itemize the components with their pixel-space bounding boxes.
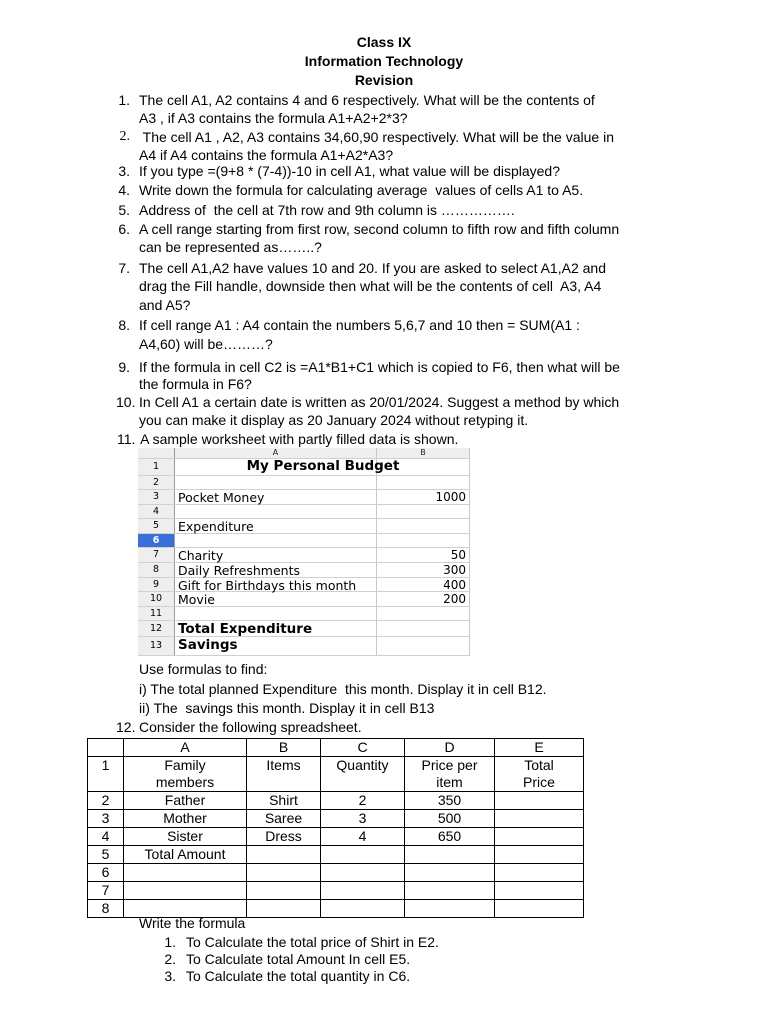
table-cell [495, 846, 584, 864]
row-number: 4 [152, 506, 160, 517]
table-cell [321, 846, 405, 864]
table-row [88, 864, 584, 882]
question-text: you can make it display as 20 January 2024 without retyping it. [139, 412, 529, 428]
cell-a7: Charity [178, 548, 224, 563]
table-cell: 2 [88, 792, 124, 810]
table-cell [247, 846, 321, 864]
row-number: 1 [152, 461, 160, 472]
q11-part-ii: ii) The savings this month. Display it in cell B13 [139, 700, 435, 716]
task-text: To Calculate total Amount In cell E5. [186, 951, 411, 967]
column-header-a: A [272, 448, 279, 457]
question-number: 4. [118, 182, 130, 198]
question-text: A sample worksheet with partly filled data is shown. [137, 431, 459, 447]
worksheet-title: My Personal Budget [246, 458, 400, 474]
header-cell: A [124, 739, 247, 757]
row-number-selected: 6 [152, 535, 160, 546]
question-number: 5. [118, 202, 130, 218]
table-cell: 2 [321, 792, 405, 810]
table-cell [321, 864, 405, 882]
subject-heading: Information Technology [304, 53, 464, 69]
question-text: drag the Fill handle, downside then what will be the contents of cell A3, A4 [139, 278, 602, 294]
table-cell: 4 [321, 828, 405, 846]
row-number: 5 [152, 520, 160, 531]
question-text: In Cell A1 a certain date is written as 20/01/2024. Suggest a method by which [139, 394, 620, 410]
table-cell: 500 [405, 810, 495, 828]
row-number: 8 [152, 564, 160, 575]
cell-a10: Movie [178, 592, 215, 607]
row-number: 12 [149, 623, 163, 634]
table-cell [405, 864, 495, 882]
question-text: Write down the formula for calculating average values of cells A1 to A5. [139, 182, 584, 198]
row-number: 10 [149, 593, 163, 604]
question-number: 7. [118, 260, 130, 276]
header-cell: D [405, 739, 495, 757]
task-text: To Calculate the total quantity in C6. [186, 968, 411, 984]
cell-b7: 50 [450, 548, 466, 562]
table-cell: Shirt [247, 792, 321, 810]
table-cell: Items [247, 757, 321, 792]
question-text: and A5? [139, 297, 191, 313]
question-text: can be represented as……..? [139, 239, 322, 255]
table-cell [321, 882, 405, 900]
table-row [88, 757, 584, 792]
table-cell [321, 900, 405, 918]
row-number: 9 [152, 579, 160, 590]
table-cell: Sister [124, 828, 247, 846]
q11-intro: Use formulas to find: [139, 661, 268, 677]
column-header-b: B [420, 448, 426, 457]
question-number: 9. [118, 359, 130, 375]
question-text: A cell range starting from first row, second column to fifth row and fifth column [139, 221, 620, 237]
table-header-row [88, 739, 584, 757]
question-text: A3 , if A3 contains the formula A1+A2+2*3? [139, 110, 408, 126]
header-cell: C [321, 739, 405, 757]
row-number: 13 [149, 640, 163, 651]
table-cell [405, 846, 495, 864]
table-cell [405, 900, 495, 918]
question-text: Address of the cell at 7th row and 9th column is ……………. [139, 202, 515, 218]
cell-a3: Pocket Money [178, 490, 265, 505]
table-cell: Total Amount [124, 846, 247, 864]
table-cell [495, 864, 584, 882]
table-cell [495, 792, 584, 810]
table-cell: 7 [88, 882, 124, 900]
question-text: If the formula in cell C2 is =A1*B1+C1 which is copied to F6, then what will be [139, 359, 620, 375]
cell-b3: 1000 [435, 490, 466, 504]
row-number: 2 [152, 477, 160, 488]
cell-a13: Savings [178, 637, 238, 653]
row-number: 3 [152, 491, 160, 502]
table-cell [495, 900, 584, 918]
sample-worksheet [138, 448, 470, 656]
table-cell [124, 864, 247, 882]
question-text: the formula in F6? [139, 376, 252, 392]
header-cell [88, 739, 124, 757]
question-text: If cell range A1 : A4 contain the numbers 5,6,7 and 10 then = SUM(A1 : [139, 317, 580, 333]
cell-a8: Daily Refreshments [178, 563, 301, 578]
q11-part-i: i) The total planned Expenditure this month. Display it in cell B12. [139, 681, 547, 697]
table-row [88, 846, 584, 864]
task-number: 1. [164, 934, 176, 950]
question-number: 12. [116, 719, 136, 735]
table-cell [247, 864, 321, 882]
table-cell [495, 810, 584, 828]
question-number: 6. [118, 221, 130, 237]
table-cell: 3 [321, 810, 405, 828]
question-number: 10. [116, 394, 136, 410]
table-row [88, 810, 584, 828]
table-cell: Total Price [495, 757, 584, 792]
question-number: 3. [118, 163, 130, 179]
question-text: A4,60) will be………? [139, 336, 273, 352]
write-formula-heading: Write the formula [139, 915, 246, 931]
header-cell: E [495, 739, 584, 757]
table-cell: Mother [124, 810, 247, 828]
table-cell: Family members [124, 757, 247, 792]
table-cell: 1 [88, 757, 124, 792]
header-cell: B [247, 739, 321, 757]
table-row [88, 828, 584, 846]
question-number: 1. [118, 92, 130, 108]
revision-heading: Revision [354, 72, 414, 88]
question-text: If you type =(9+8 * (7-4))-10 in cell A1, what value will be displayed? [139, 163, 561, 179]
table-cell: Price per item [405, 757, 495, 792]
cell-b9: 400 [443, 578, 466, 592]
class-heading: Class IX [356, 34, 412, 50]
table-cell [247, 900, 321, 918]
table-cell [405, 882, 495, 900]
table-cell [124, 882, 247, 900]
table-cell [495, 882, 584, 900]
table-cell: Saree [247, 810, 321, 828]
task-text: To Calculate the total price of Shirt in E2. [186, 934, 439, 950]
row-number: 7 [152, 549, 160, 560]
table-cell [495, 828, 584, 846]
cell-a12: Total Expenditure [178, 621, 313, 637]
table-cell: Dress [247, 828, 321, 846]
table-cell: 8 [88, 900, 124, 918]
question-text: The cell A1, A2 contains 4 and 6 respectively. What will be the contents of [139, 92, 595, 108]
question-number: 2. [119, 129, 130, 144]
table-cell: 4 [88, 828, 124, 846]
question-text: The cell A1,A2 have values 10 and 20. If you are asked to select A1,A2 and [139, 260, 606, 276]
spreadsheet-table [87, 738, 584, 918]
cell-b8: 300 [443, 563, 466, 577]
task-number: 2. [164, 951, 176, 967]
question-text: Consider the following spreadsheet. [139, 719, 362, 735]
task-number: 3. [164, 968, 176, 984]
question-text: A4 if A4 contains the formula A1+A2*A3? [139, 147, 394, 163]
table-cell: 3 [88, 810, 124, 828]
question-number: 8. [118, 317, 130, 333]
cell-a5: Expenditure [178, 519, 254, 534]
row-number: 11 [149, 608, 163, 619]
table-row [88, 882, 584, 900]
question-number: 11. [117, 431, 136, 447]
cell-b10: 200 [443, 592, 466, 606]
table-row [88, 792, 584, 810]
table-cell: Father [124, 792, 247, 810]
table-cell: 5 [88, 846, 124, 864]
table-cell [247, 882, 321, 900]
table-cell: 350 [405, 792, 495, 810]
cell-a9: Gift for Birthdays this month [178, 578, 357, 593]
table-cell: 6 [88, 864, 124, 882]
table-cell: 650 [405, 828, 495, 846]
question-text: The cell A1 , A2, A3 contains 34,60,90 respectively. What will be the value in [139, 129, 614, 145]
table-cell: Quantity [321, 757, 405, 792]
